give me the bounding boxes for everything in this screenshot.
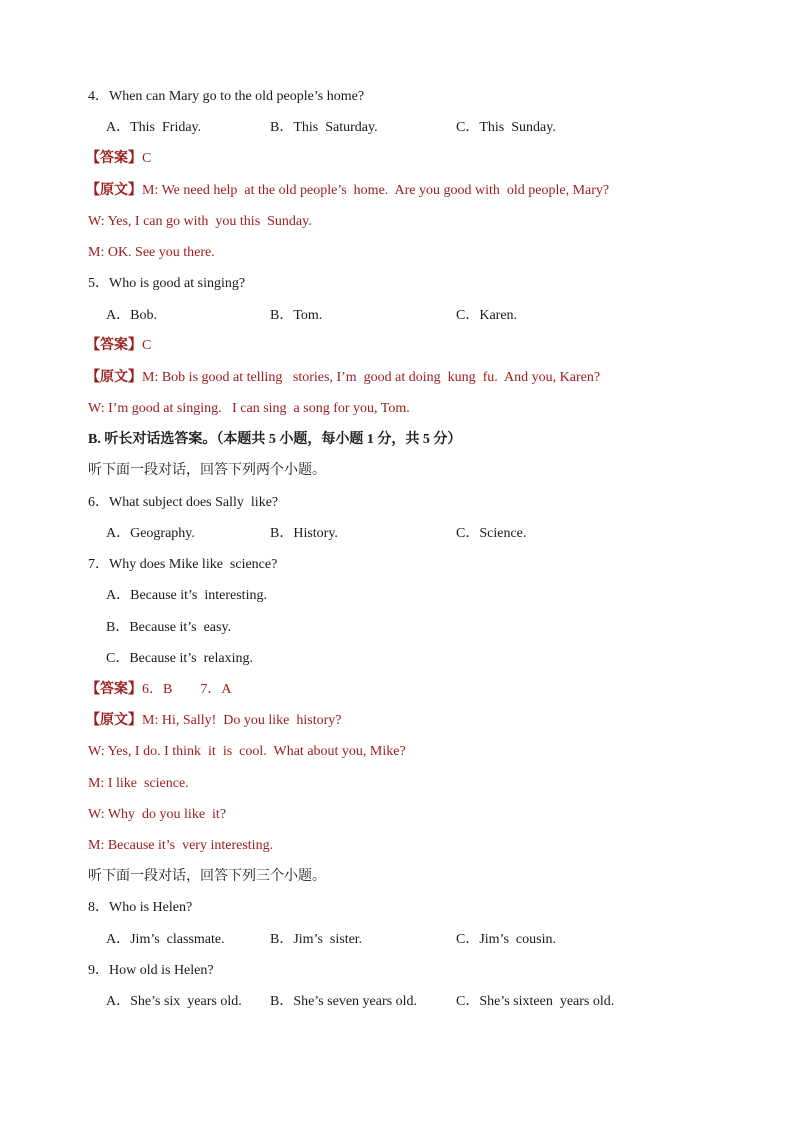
- transcript-6-7-line-4: W: Why do you like it?: [88, 807, 227, 822]
- q5-answer: [86, 337, 151, 355]
- q8-option-c: C．Jim’s cousin.: [456, 932, 556, 947]
- transcript-6-7-line-3: M: I like science.: [88, 776, 189, 791]
- q4-option-a: A．This Friday.: [106, 120, 202, 135]
- transcript-text: M: Bob is good at telling stories, I’m good at doing kung fu. And you, Karen?: [142, 370, 601, 385]
- q7-option-c: C．Because it’s relaxing.: [106, 651, 253, 666]
- answer-tag: 【答案】: [86, 151, 142, 166]
- q9-option-c: C．She’s sixteen years old.: [456, 994, 615, 1009]
- transcript-text: M: We need help at the old people’s home. Are you good with old people, Mary?: [142, 183, 610, 198]
- q7-option-a: A．Because it’s interesting.: [106, 588, 267, 603]
- answer-value: C: [142, 151, 152, 166]
- q6-question: 6．What subject does Sally like?: [88, 495, 279, 510]
- q4-transcript-line-2: W: Yes, I can go with you this Sunday.: [88, 214, 312, 229]
- q9-option-b: B．She’s seven years old.: [270, 994, 417, 1009]
- transcript-tag: 【原文】: [86, 183, 142, 198]
- q6-option-a: A．Geography.: [106, 526, 195, 541]
- answer-tag: 【答案】: [86, 338, 142, 353]
- q7-option-b: B．Because it’s easy.: [106, 620, 232, 635]
- q6-option-b: B．History.: [270, 526, 338, 541]
- q8-option-a: A．Jim’s classmate.: [106, 932, 225, 947]
- q5-question: 5．Who is good at singing?: [88, 276, 246, 291]
- q5-option-b: B．Tom.: [270, 308, 323, 323]
- q4-transcript-line-3: M: OK. See you there.: [88, 245, 215, 260]
- q5-option-c: C．Karen.: [456, 308, 518, 323]
- q4-answer: [86, 150, 151, 168]
- section-b-instruction-1: 听下面一段对话，回答下列两个小题。: [88, 463, 326, 478]
- section-b-instruction-2: 听下面一段对话，回答下列三个小题。: [88, 869, 326, 884]
- q9-question: 9．How old is Helen?: [88, 963, 214, 978]
- q9-option-a: A．She’s six years old.: [106, 994, 242, 1009]
- q8-option-b: B．Jim’s sister.: [270, 932, 363, 947]
- answer-tag: 【答案】: [86, 682, 142, 697]
- q5-transcript-line-1: [86, 369, 600, 387]
- q8-question: 8．Who is Helen?: [88, 900, 193, 915]
- transcript-tag: 【原文】: [86, 370, 142, 385]
- q4-option-b: B．This Saturday.: [270, 120, 378, 135]
- q7-question: 7．Why does Mike like science?: [88, 557, 278, 572]
- section-b-heading: B. 听长对话选答案。（本题共 5 小题，每小题 1 分，共 5 分）: [88, 432, 462, 447]
- transcript-tag: 【原文】: [86, 713, 142, 728]
- transcript-6-7-line-2: W: Yes, I do. I think it is cool. What about you, Mike?: [88, 744, 406, 759]
- transcript-6-7-line-5: M: Because it’s very interesting.: [88, 838, 274, 853]
- q5-option-a: A．Bob.: [106, 308, 157, 323]
- q4-question: 4．When can Mary go to the old people’s home?: [88, 89, 365, 104]
- q5-transcript-line-2: W: I’m good at singing. I can sing a song for you, Tom.: [88, 401, 410, 416]
- answer-value: 6．B 7．A: [142, 682, 232, 697]
- answer-value: C: [142, 338, 152, 353]
- transcript-6-7-line-1: [86, 712, 342, 730]
- q4-option-c: C．This Sunday.: [456, 120, 556, 135]
- q4-transcript-line-1: [86, 182, 609, 200]
- q6-option-c: C．Science.: [456, 526, 527, 541]
- transcript-text: M: Hi, Sally! Do you like history?: [142, 713, 342, 728]
- answers-6-7: [86, 681, 231, 699]
